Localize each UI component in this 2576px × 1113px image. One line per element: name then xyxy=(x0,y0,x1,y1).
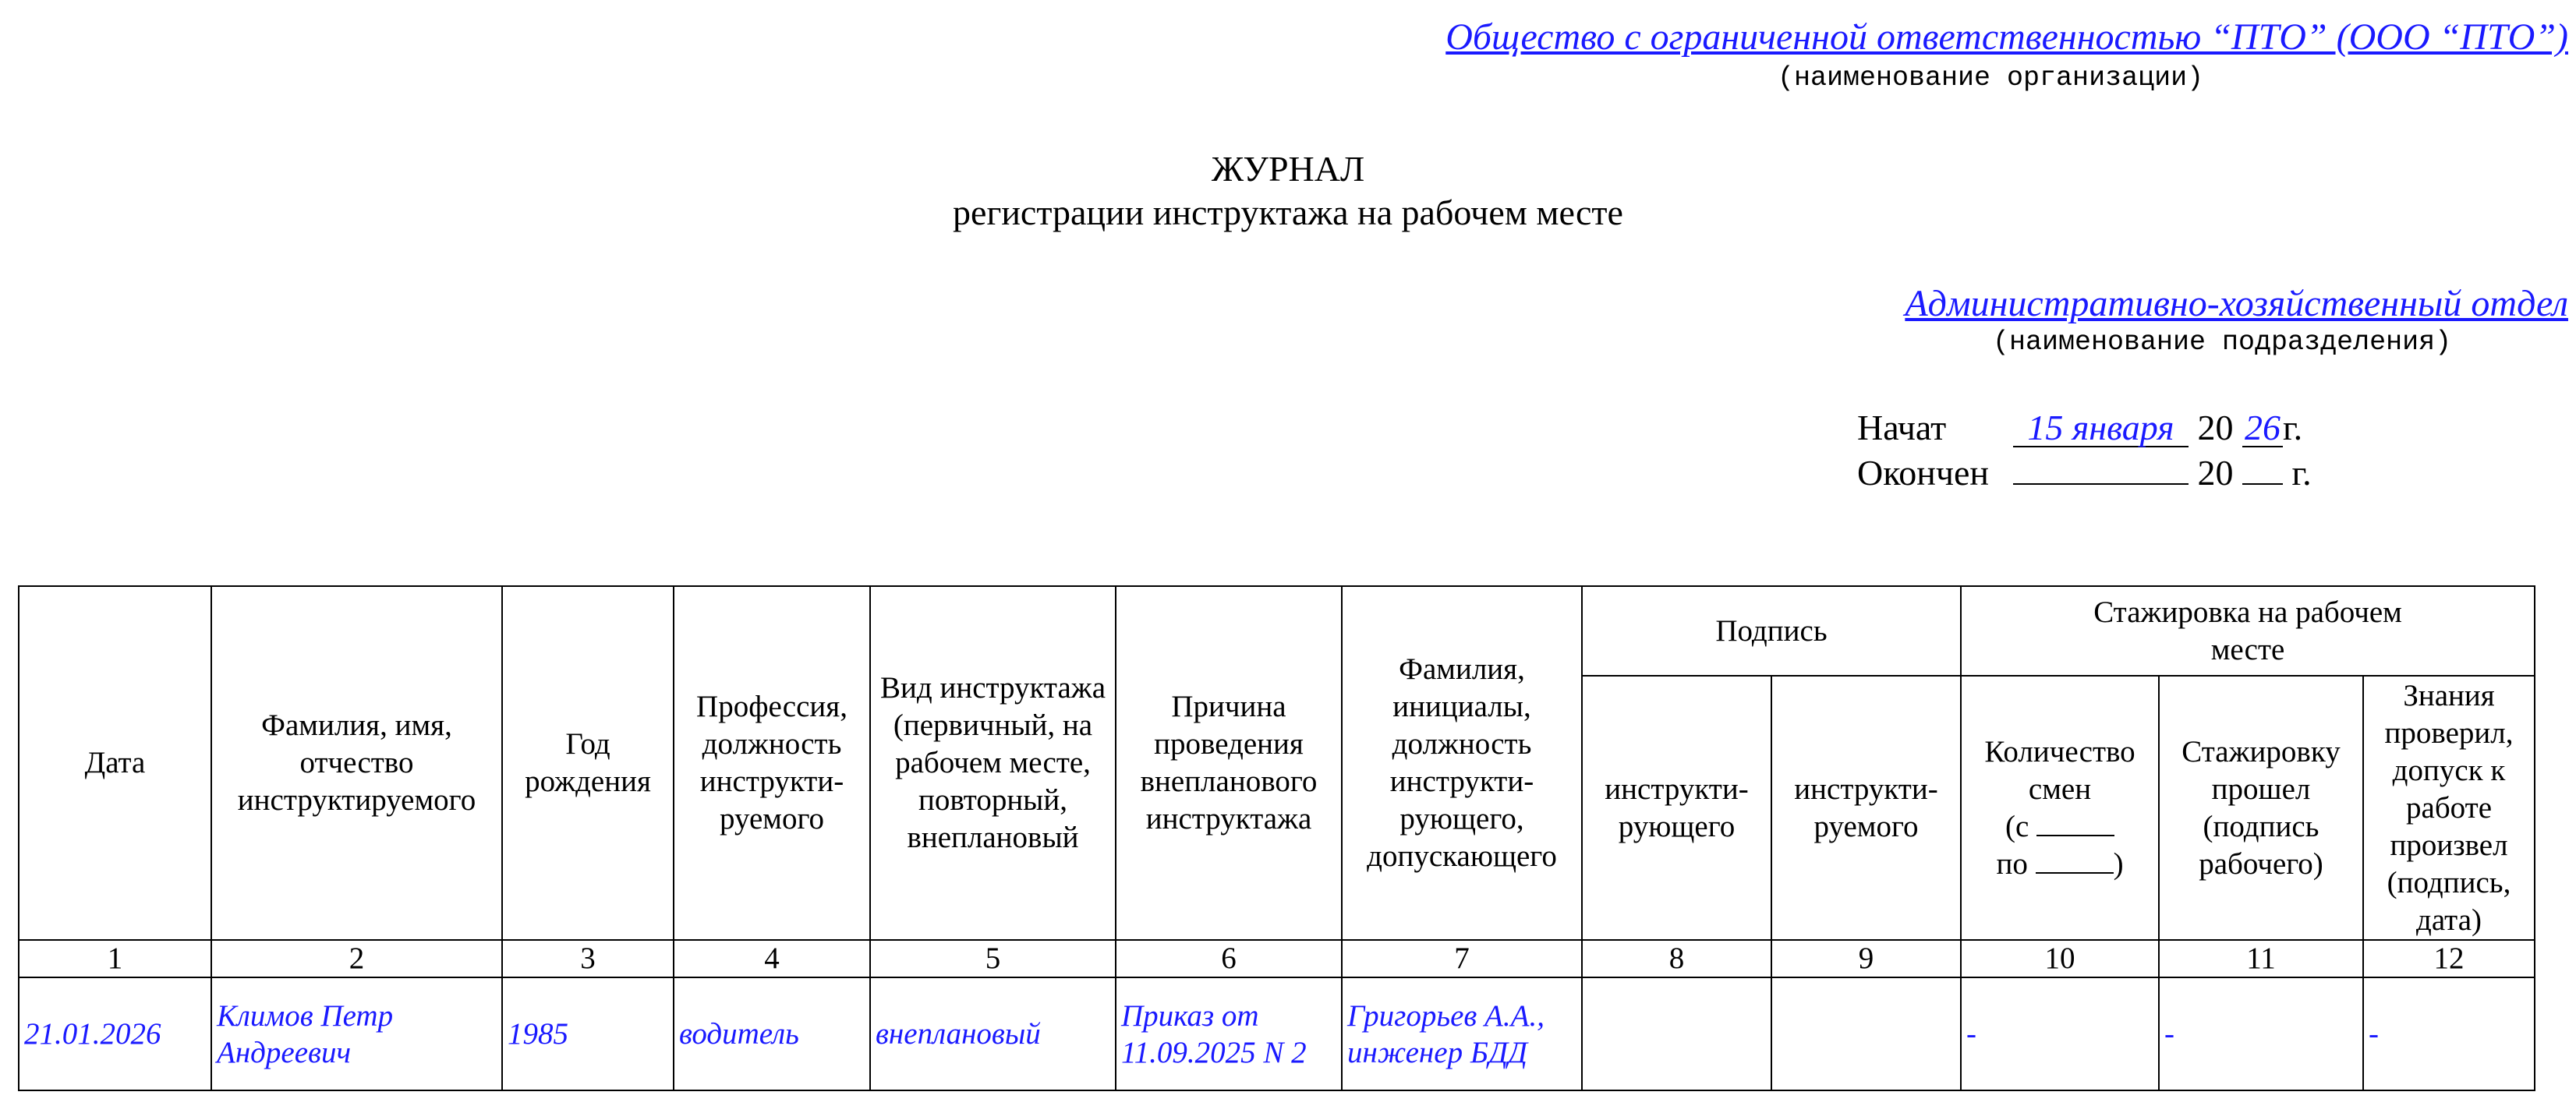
cell-instruction-type: внеплановый xyxy=(870,977,1116,1090)
header-instructor: Фамилия, инициалы, должность инструкти-рующего, допускающего xyxy=(1342,586,1582,940)
journal-title: ЖУРНАЛ xyxy=(1211,149,1365,189)
cell-internship-passed: - xyxy=(2159,977,2363,1090)
column-number: 1 xyxy=(19,940,211,977)
column-number: 12 xyxy=(2363,940,2535,977)
column-number: 5 xyxy=(870,940,1116,977)
column-number: 11 xyxy=(2159,940,2363,977)
table-row xyxy=(19,977,2535,1090)
instruction-journal-table xyxy=(18,585,2535,1091)
ended-label: Окончен xyxy=(1857,453,1990,493)
department-name: Административно-хозяйственный отдел xyxy=(1905,283,2568,324)
header-full-name: Фамилия, имя, отчество инструктируемого xyxy=(211,586,502,940)
column-number: 7 xyxy=(1342,940,1582,977)
header-knowledge-checked: Знания проверил, допуск к работе произвел (подпись, дата) xyxy=(2363,676,2535,940)
shifts-close: ) xyxy=(2113,846,2124,881)
column-number: 8 xyxy=(1582,940,1771,977)
cell-signature-instructor xyxy=(1582,977,1771,1090)
cell-date: 21.01.2026 xyxy=(19,977,211,1090)
header-date: Дата xyxy=(19,586,211,940)
cell-profession: водитель xyxy=(674,977,870,1090)
cell-full-name: Климов Петр Андреевич xyxy=(211,977,502,1090)
organization-name: Общество с ограниченной ответственностью “ПТО” (ООО “ПТО”) xyxy=(1445,16,2568,58)
shifts-to-label: по xyxy=(1996,846,2028,881)
ended-year-blank xyxy=(2242,452,2283,485)
started-year: 26 xyxy=(2242,410,2283,447)
ended-date-line xyxy=(1857,452,2312,493)
header-profession: Профессия, должность инструкти-руемого xyxy=(674,586,870,940)
shifts-from-label: (с xyxy=(2005,809,2029,843)
header-signature-instructed: инструкти-руемого xyxy=(1771,676,1961,940)
started-date-line xyxy=(1857,407,2302,448)
header-signature-group: Подпись xyxy=(1582,586,1961,676)
cell-shifts: - xyxy=(1961,977,2159,1090)
column-number: 9 xyxy=(1771,940,1961,977)
header-birth-year: Год рождения xyxy=(502,586,674,940)
organization-caption: (наименование организации) xyxy=(1778,62,2204,94)
started-year-suffix: г. xyxy=(2283,408,2303,447)
cell-signature-instructed xyxy=(1771,977,1961,1090)
cell-reason: Приказ от 11.09.2025 N 2 xyxy=(1116,977,1342,1090)
header-shifts-count xyxy=(1961,676,2159,940)
ended-day-blank xyxy=(2013,452,2189,485)
column-number: 3 xyxy=(502,940,674,977)
shifts-count-label: Количество смен xyxy=(1984,734,2135,806)
shifts-to-blank xyxy=(2036,846,2114,874)
ended-century: 20 xyxy=(2197,453,2234,493)
internship-group-label: Стажировка на рабочем месте xyxy=(2093,595,2402,666)
cell-instructor: Григорьев А.А., инженер БДД xyxy=(1342,977,1582,1090)
header-unscheduled-reason: Причина проведения внепланового инструктажа xyxy=(1116,586,1342,940)
header-instruction-type: Вид инструктажа (первичный, на рабочем месте, повторный, внеплановый xyxy=(870,586,1116,940)
header-signature-instructor: инструкти-рующего xyxy=(1582,676,1771,940)
department-caption: (наименование подразделения) xyxy=(1993,327,2452,358)
shifts-from-blank xyxy=(2036,808,2114,836)
ended-year-suffix: г. xyxy=(2291,453,2312,493)
column-number: 4 xyxy=(674,940,870,977)
column-number-row xyxy=(19,940,2535,977)
column-number: 2 xyxy=(211,940,502,977)
column-number: 10 xyxy=(1961,940,2159,977)
started-label: Начат xyxy=(1857,408,1947,447)
cell-knowledge-checked: - xyxy=(2363,977,2535,1090)
cell-birth-year: 1985 xyxy=(502,977,674,1090)
header-internship-group xyxy=(1961,586,2535,676)
header-row-1 xyxy=(19,586,2535,676)
started-day: 15 января xyxy=(2013,410,2189,447)
column-number: 6 xyxy=(1116,940,1342,977)
started-century: 20 xyxy=(2197,408,2234,447)
journal-subtitle: регистрации инструктажа на рабочем месте xyxy=(953,193,1623,232)
header-internship-passed: Стажировку прошел (подпись рабочего) xyxy=(2159,676,2363,940)
